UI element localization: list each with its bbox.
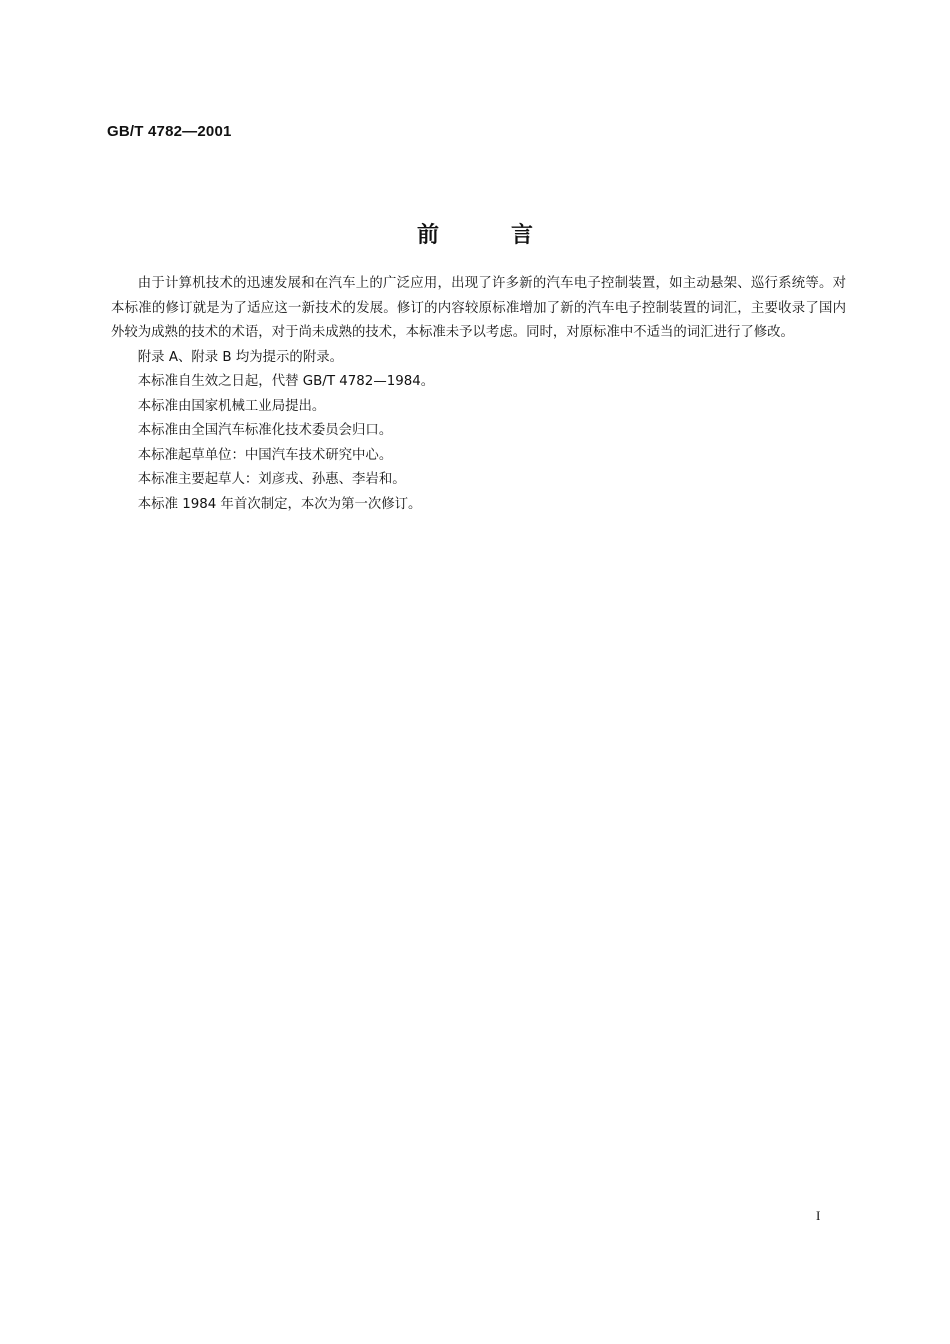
paragraph-intro: 由于计算机技术的迅速发展和在汽车上的广泛应用，出现了许多新的汽车电子控制装置，如主动悬架、巡行系统等。对本标准的修订就是为了适应这一新技术的发展。修订的内容较原标准增加了新的汽车电子控制装置的词汇，主要收录了国内外较为成熟的技术的术语，对于尚未成熟的技术，本标准未予以考虑。同时，对原标准中不适当的词汇进行了修改。: [111, 276, 846, 340]
paragraph-replaces: 本标准自生效之日起，代替 GB/T 4782—1984。: [137, 374, 435, 389]
paragraph-appendix: 附录 A、附录 B 均为提示的附录。: [137, 349, 343, 365]
foreword-body: [111, 272, 846, 517]
paragraph-history: 本标准 1984 年首次制定，本次为第一次修订。: [137, 496, 422, 512]
page-title: 前言: [416, 223, 605, 248]
paragraph-drafters: 本标准主要起草人：刘彦戎、孙惠、李岩和。: [137, 472, 406, 487]
page-number: I: [816, 1208, 821, 1223]
paragraph-drafting-unit: 本标准起草单位：中国汽车技术研究中心。: [137, 447, 393, 463]
paragraph-centralized-by: 本标准由全国汽车标准化技术委员会归口。: [137, 423, 393, 438]
standard-number: GB/T 4782—2001: [107, 123, 232, 140]
paragraph-proposed-by: 本标准由国家机械工业局提出。: [137, 398, 326, 414]
